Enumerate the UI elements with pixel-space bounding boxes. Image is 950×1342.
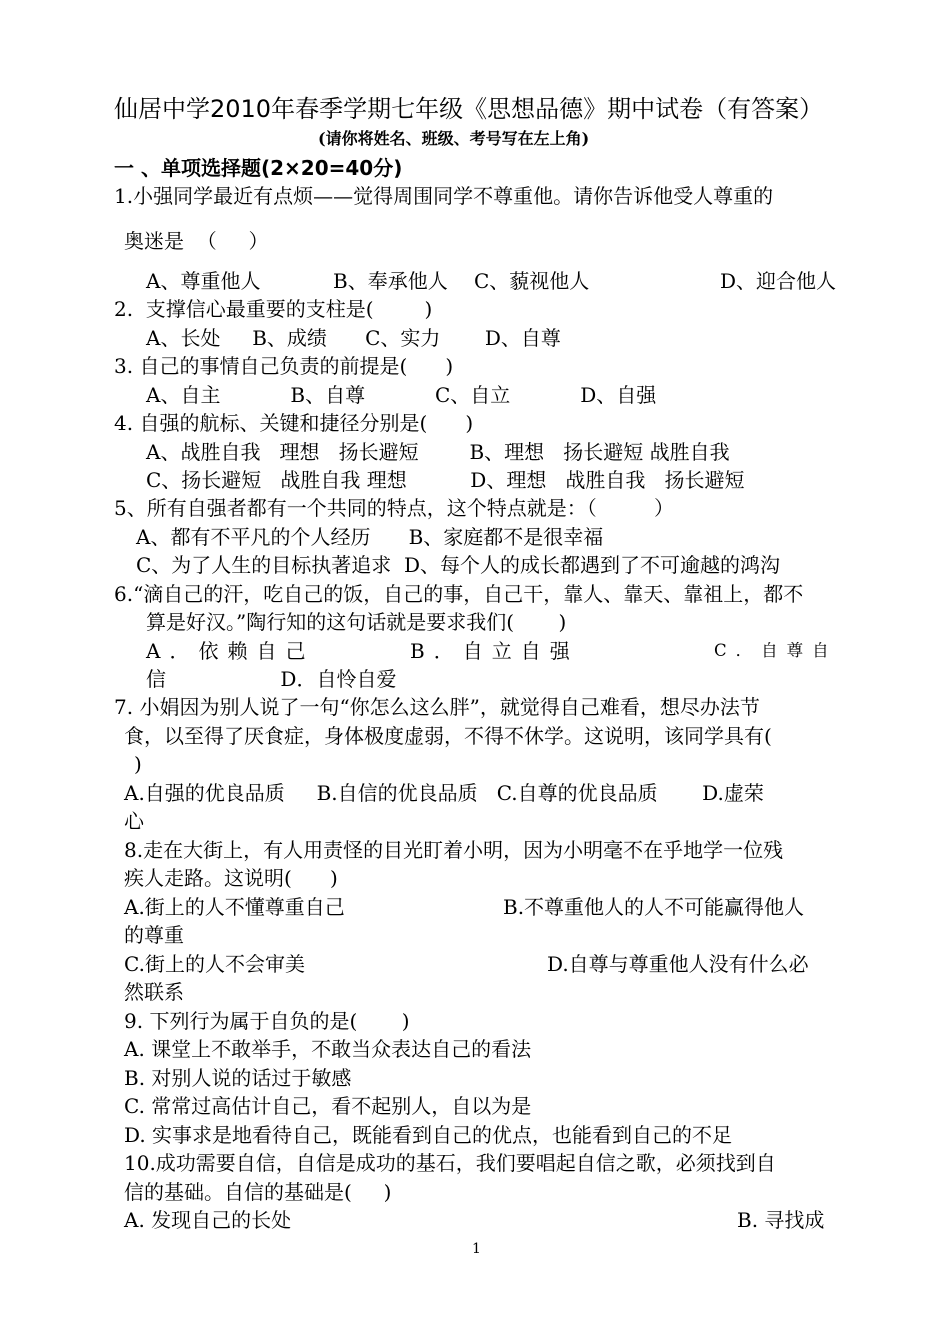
question-8-option-a: A.街上的人不懂尊重自己: [124, 895, 345, 919]
question-6-stem: 6.“滴自己的汗，吃自己的饭，自己的事，自己干，靠人、靠天、靠祖上，都不: [114, 582, 804, 606]
question-5-stem: 5、所有自强者都有一个共同的特点，这个特点就是：（ ）: [114, 496, 674, 520]
question-4-options-cd: C、扬长避短 战胜自我 理想 D、理想 战胜自我 扬长避短: [146, 468, 745, 492]
question-10-stem-cont: 信的基础。自信的基础是( ): [124, 1180, 392, 1204]
question-8-stem: 8.走在大街上，有人用责怪的目光盯着小明，因为小明毫不在乎地学一位残: [124, 838, 784, 862]
question-8-stem-cont: 疾人走路。这说明( ): [124, 866, 338, 890]
question-8-option-b-cont: 的尊重: [124, 923, 184, 947]
question-3-stem: 3. 自己的事情自己负责的前提是( ): [114, 354, 454, 378]
question-10-option-b: B. 寻找成: [737, 1208, 825, 1232]
question-7-stem-cont: 食，以至得了厌食症，身体极度虚弱，不得不休学。这说明，该同学具有(: [124, 724, 772, 748]
question-9-option-b: B. 对别人说的话过于敏感: [124, 1066, 352, 1090]
page-title: 仙居中学2010年春季学期七年级《思想品德》期中试卷（有答案）: [114, 95, 824, 123]
question-7-options: A.自强的优良品质 B.自信的优良品质 C.自尊的优良品质 D.虚荣: [124, 781, 764, 805]
question-8-option-c: C.街上的人不会审美: [124, 952, 305, 976]
question-1-option-c: C、藐视他人: [474, 269, 590, 293]
question-1-stem-cont: 奥迷是 （ ）: [124, 229, 269, 253]
question-7-stem-paren: ): [134, 752, 142, 776]
question-8-option-d-cont: 然联系: [124, 980, 184, 1004]
question-10-option-a: A. 发现自己的长处: [124, 1208, 292, 1232]
question-10-stem: 10.成功需要自信，自信是成功的基石，我们要唱起自信之歌，必须找到自: [124, 1151, 776, 1175]
question-1-option-b: B、奉承他人: [333, 269, 448, 293]
question-1-option-d: D、迎合他人: [720, 269, 837, 293]
question-3-options: A、自主 B、自尊 C、自立 D、自强: [146, 383, 657, 407]
question-4-options-ab: A、战胜自我 理想 扬长避短 B、理想 扬长避短 战胜自我: [146, 440, 730, 464]
question-2-options: A、长处 B、成绩 C、实力 D、自尊: [146, 326, 561, 350]
question-7-options-cont: 心: [124, 809, 144, 833]
question-8-option-d: D.自尊与尊重他人没有什么必: [547, 952, 809, 976]
question-7-stem: 7. 小娟因为别人说了一句“你怎么这么胖”，就觉得自己难看，想尽办法节: [114, 695, 760, 719]
section-heading: 一 、单项选择题(2×20=40分): [114, 156, 403, 180]
page-subtitle: (请你将姓名、班级、考号写在左上角): [318, 129, 590, 148]
question-9-option-c: C. 常常过高估计自己，看不起别人，自以为是: [124, 1094, 532, 1118]
question-5-options-cd: C、为了人生的目标执著追求 D、每个人的成长都遇到了不可逾越的鸿沟: [136, 553, 781, 577]
question-4-stem: 4. 自强的航标、关键和捷径分别是( ): [114, 411, 474, 435]
question-2-stem: 2. 支撑信心最重要的支柱是( ): [114, 297, 433, 321]
question-9-option-a: A. 课堂上不敢举手，不敢当众表达自己的看法: [124, 1037, 532, 1061]
page-number: 1: [472, 1241, 481, 1257]
question-6-option-a: A．依赖自己: [146, 639, 315, 663]
question-6-stem-cont: 算是好汉。”陶行知的这句话就是要求我们( ): [146, 610, 567, 634]
question-8-option-b: B.不尊重他人的人不可能赢得他人: [503, 895, 805, 919]
question-1-stem: 1.小强同学最近有点烦——觉得周围同学不尊重他。请你告诉他受人尊重的: [114, 184, 774, 208]
question-6-option-b: B．自立自强: [410, 639, 579, 663]
question-6-option-cd-cont: 信 D．自怜自爱: [146, 667, 397, 691]
question-1-option-a: A、尊重他人: [146, 269, 261, 293]
question-5-options-ab: A、都有不平凡的个人经历 B、家庭都不是很幸福: [136, 525, 604, 549]
question-6-option-c: C．自尊自: [714, 641, 838, 660]
question-9-stem: 9. 下列行为属于自负的是( ): [124, 1009, 410, 1033]
question-9-option-d: D. 实事求是地看待自己，既能看到自己的优点，也能看到自己的不足: [124, 1123, 733, 1147]
